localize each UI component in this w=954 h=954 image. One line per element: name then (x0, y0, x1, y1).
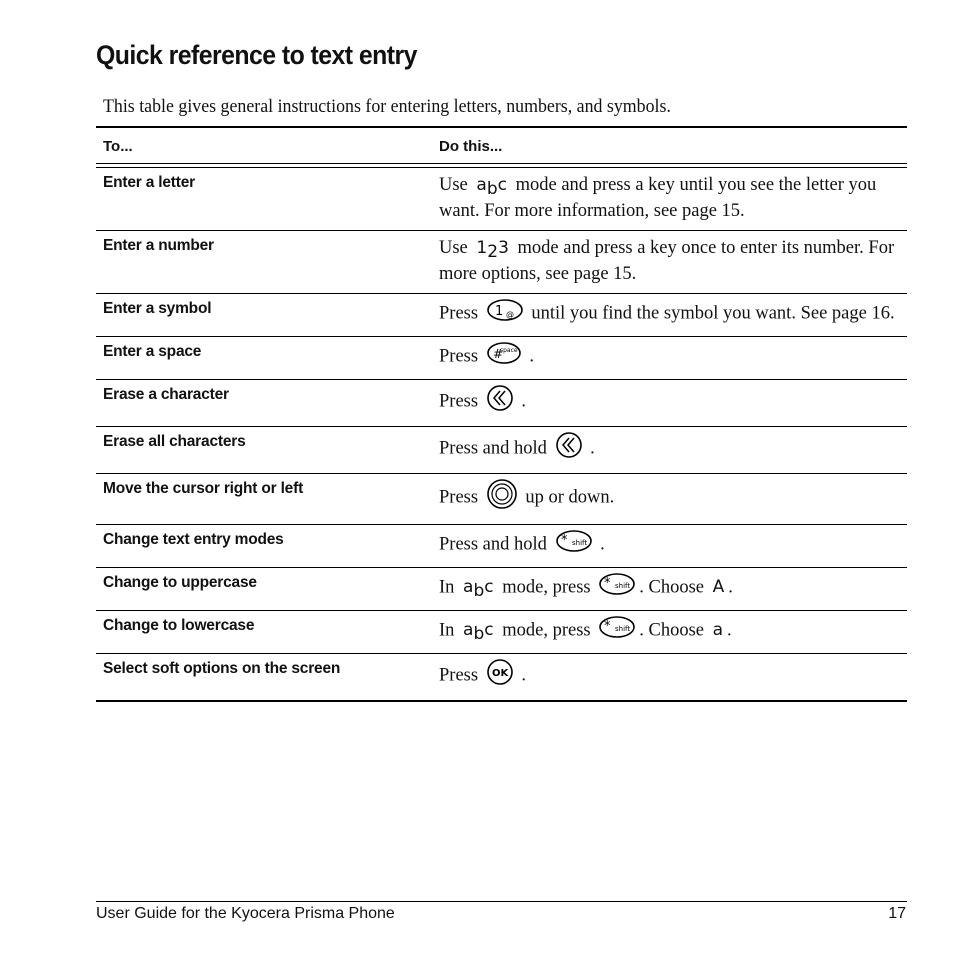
table-row (96, 337, 907, 380)
instruction-text: . Choose (639, 620, 704, 641)
table-row (96, 654, 907, 702)
row-instruction (432, 294, 907, 337)
row-instruction (432, 474, 907, 525)
instruction-text: In (439, 620, 455, 641)
instruction-text: mode, press (502, 577, 591, 598)
nav-key-icon (486, 478, 518, 518)
row-action: Erase all characters (96, 427, 432, 474)
instruction-text: Press (439, 487, 479, 508)
instruction-text: In (439, 577, 455, 598)
row-instruction (432, 525, 907, 568)
table-row (96, 231, 907, 294)
table-row (96, 525, 907, 568)
page-number: 17 (888, 905, 906, 922)
row-action: Enter a space (96, 337, 432, 380)
svg-text:shift: shift (615, 582, 631, 590)
row-action: Change to uppercase (96, 568, 432, 611)
instruction-text: . (728, 577, 733, 598)
row-action: Change text entry modes (96, 525, 432, 568)
svg-text:shift: shift (615, 625, 631, 633)
row-action: Enter a letter (96, 168, 432, 231)
one-key-icon (486, 298, 524, 330)
row-action: Select soft options on the screen (96, 654, 432, 702)
abc-mode-icon: abc (476, 175, 507, 199)
123-mode-icon: 123 (476, 238, 509, 262)
instruction-text: Use (439, 238, 468, 258)
shift-key-icon (598, 572, 636, 604)
instruction-text: . (727, 620, 732, 641)
table-header-row (96, 127, 907, 164)
svg-text:*: * (604, 619, 611, 634)
instruction-text: . Choose (639, 577, 704, 598)
instruction-text: . (600, 534, 605, 555)
header-do: Do this... (432, 127, 907, 164)
footer-divider (96, 901, 907, 902)
quick-reference-table (96, 126, 907, 702)
svg-text:*: * (604, 576, 611, 591)
table-row (96, 168, 907, 231)
row-instruction (432, 337, 907, 380)
uppercase-glyph: A (712, 577, 725, 598)
instruction-text: mode and press a key once to enter its number. For more options, see page 15. (439, 238, 895, 284)
shift-key-icon (555, 529, 593, 561)
table-row (96, 474, 907, 525)
svg-text:@: @ (505, 310, 514, 319)
shift-key-icon (598, 615, 636, 647)
instruction-text: . (521, 391, 526, 412)
row-instruction (432, 611, 907, 654)
table-row (96, 568, 907, 611)
row-action: Erase a character (96, 380, 432, 427)
row-instruction (432, 427, 907, 474)
table-row (96, 427, 907, 474)
svg-text:#: # (492, 347, 503, 361)
row-instruction (432, 654, 907, 702)
instruction-text: Press (439, 303, 479, 324)
row-instruction (432, 168, 907, 231)
row-instruction (432, 568, 907, 611)
svg-text:1: 1 (494, 304, 503, 319)
instruction-text: . (529, 346, 534, 367)
instruction-text: Press (439, 346, 479, 367)
instruction-text: until you find the symbol you want. See page 16. (531, 303, 895, 324)
instruction-text: Press and hold (439, 438, 547, 459)
space-key-icon (486, 341, 522, 373)
row-instruction (432, 231, 907, 294)
instruction-text: Press (439, 391, 479, 412)
table-row (96, 380, 907, 427)
page-title: Quick reference to text entry (96, 40, 417, 70)
abc-mode-icon: abc (463, 620, 494, 645)
row-action: Move the cursor right or left (96, 474, 432, 525)
table-row (96, 294, 907, 337)
instruction-text: . (590, 438, 595, 459)
instruction-text: Press and hold (439, 534, 547, 555)
back-key-icon (486, 384, 514, 420)
instruction-text: mode and press a key until you see the letter you want. For more information, see page 15. (439, 175, 877, 221)
row-action: Change to lowercase (96, 611, 432, 654)
svg-text:OK: OK (491, 668, 508, 679)
ok-key-icon (486, 658, 514, 694)
intro-text: This table gives general instructions for entering letters, numbers, and symbols. (103, 96, 671, 117)
svg-text:space: space (499, 347, 518, 354)
instruction-text: Use (439, 175, 468, 195)
svg-text:shift: shift (571, 539, 587, 547)
row-action: Enter a number (96, 231, 432, 294)
row-action: Enter a symbol (96, 294, 432, 337)
svg-text:*: * (560, 533, 568, 548)
instruction-text: up or down. (525, 487, 615, 508)
instruction-text: mode, press (502, 620, 591, 641)
footer-title: User Guide for the Kyocera Prisma Phone (96, 905, 395, 922)
instruction-text: . (521, 665, 526, 686)
back-key-icon (555, 431, 583, 467)
row-instruction (432, 380, 907, 427)
table-row (96, 611, 907, 654)
abc-mode-icon: abc (463, 577, 494, 602)
header-to: To... (96, 127, 432, 164)
instruction-text: Press (439, 665, 479, 686)
lowercase-glyph: a (712, 620, 724, 641)
